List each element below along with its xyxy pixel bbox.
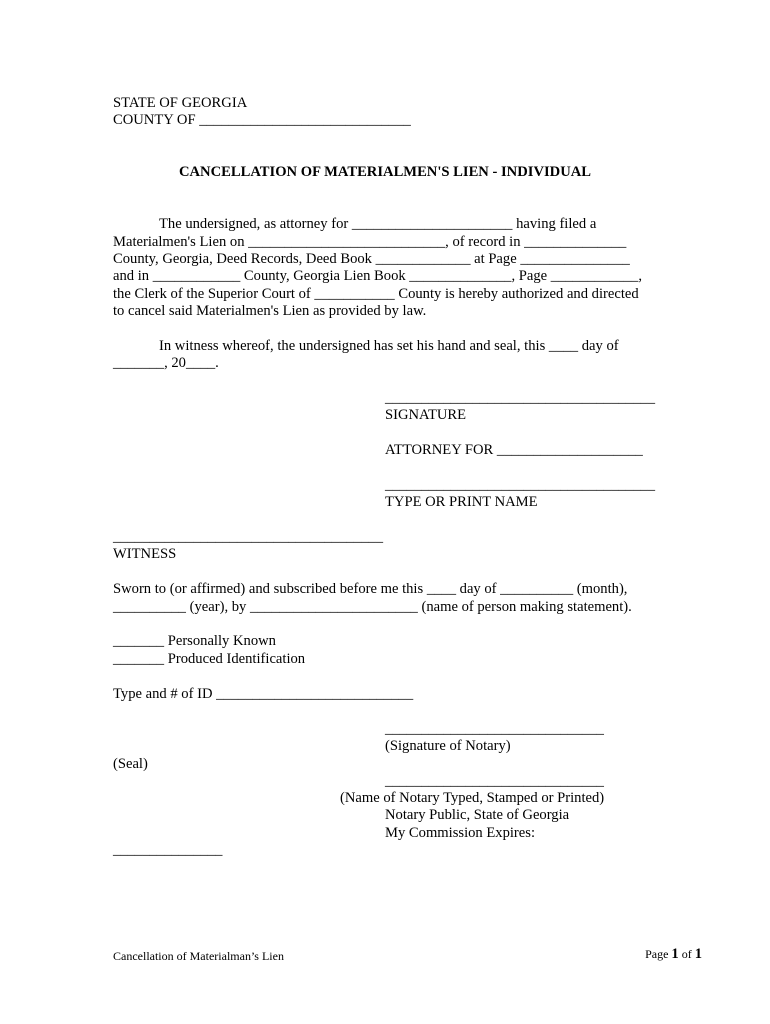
seal-label: (Seal) <box>113 756 148 772</box>
attorney-for-field: ATTORNEY FOR ____________________ <box>385 442 643 458</box>
of-word: of <box>678 947 695 961</box>
body-line: the Clerk of the Superior Court of ___________ County is hereby authorized and directed <box>113 286 639 302</box>
personally-known-option: _______ Personally Known <box>113 633 276 649</box>
commission-date-line: _______________ <box>113 842 223 858</box>
signature-line: _____________________________________ <box>385 390 655 406</box>
witness-line: In witness whereof, the undersigned has set his hand and seal, this ____ day of <box>159 338 619 354</box>
body-line: to cancel said Materialmen's Lien as provided by law. <box>113 303 427 319</box>
body-line: Materialmen's Lien on ___________________________, of record in ______________ <box>113 234 627 250</box>
produced-identification-option: _______ Produced Identification <box>113 651 306 667</box>
notary-name-line: ______________________________ <box>385 773 604 789</box>
body-line: The undersigned, as attorney for ______________________ having filed a <box>159 216 597 232</box>
commission-expires-label: My Commission Expires: <box>385 825 535 841</box>
footer-title: Cancellation of Materialman’s Lien <box>113 949 284 963</box>
witness-signature-line: _____________________________________ <box>113 529 383 545</box>
id-type-field: Type and # of ID ___________________________ <box>113 686 414 702</box>
page-current: 1 <box>671 946 679 962</box>
page-total: 1 <box>694 946 702 962</box>
notary-public-label: Notary Public, State of Georgia <box>385 807 570 823</box>
body-line: County, Georgia, Deed Records, Deed Book _____________ at Page _______________ <box>113 251 630 267</box>
sworn-line: __________ (year), by _______________________ (name of person making statement). <box>113 599 632 615</box>
document-title: CANCELLATION OF MATERIALMEN'S LIEN - INDIVIDUAL <box>178 164 592 180</box>
state-heading: STATE OF GEORGIA <box>113 95 248 111</box>
county-heading: COUNTY OF _____________________________ <box>113 112 411 128</box>
body-line: and in ____________ County, Georgia Lien Book ______________, Page ____________, <box>113 268 642 284</box>
sworn-line: Sworn to (or affirmed) and subscribed before me this ____ day of __________ (month), <box>113 581 628 597</box>
page-number <box>645 946 702 963</box>
notary-signature-line: ______________________________ <box>385 721 604 737</box>
page-word: Page <box>645 947 672 961</box>
print-name-line: _____________________________________ <box>385 477 655 493</box>
notary-signature-label: (Signature of Notary) <box>385 738 511 754</box>
witness-line: _______, 20____. <box>113 355 219 371</box>
signature-label: SIGNATURE <box>385 407 467 423</box>
type-print-name-label: TYPE OR PRINT NAME <box>385 494 538 510</box>
notary-name-label: (Name of Notary Typed, Stamped or Printed) <box>340 790 605 806</box>
witness-label: WITNESS <box>113 546 177 562</box>
